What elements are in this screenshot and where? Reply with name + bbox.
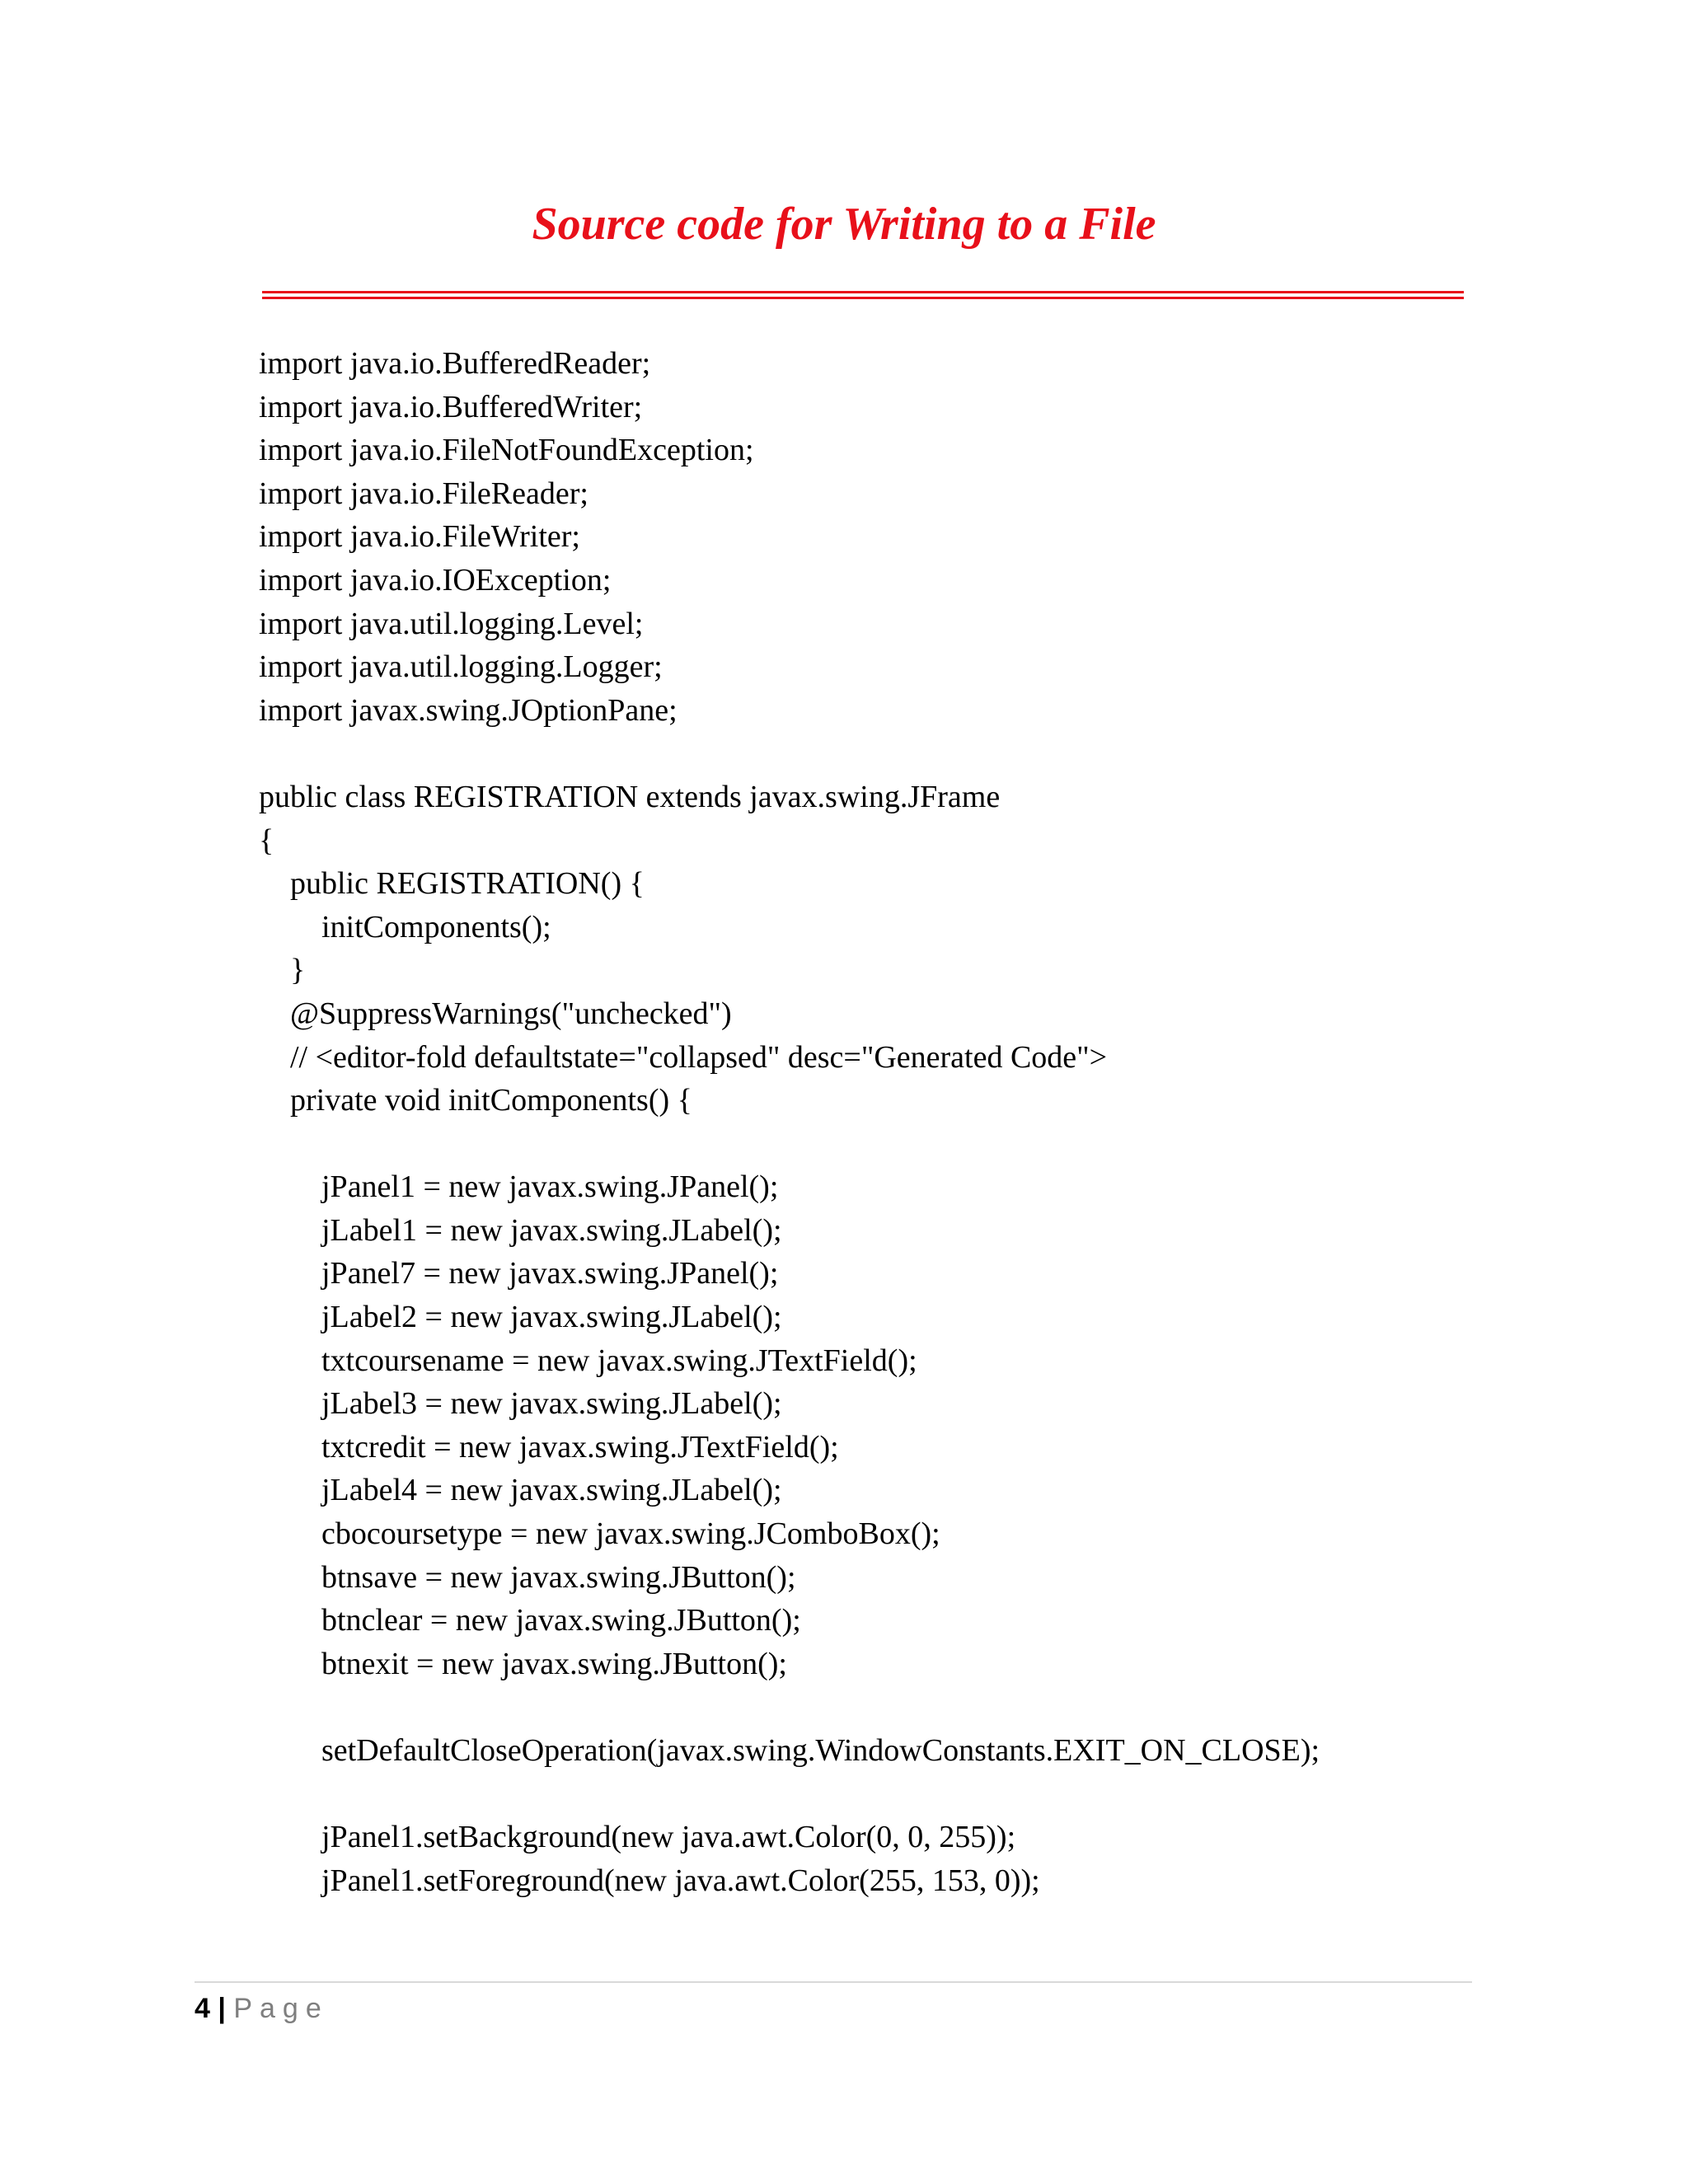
code-line: jPanel7 = new javax.swing.JPanel(); — [259, 1256, 779, 1291]
page-number: 4 — [195, 1993, 210, 2024]
code-line: txtcoursename = new javax.swing.JTextField(); — [259, 1343, 917, 1378]
title-rule-bottom-line — [262, 297, 1464, 299]
code-line: private void initComponents() { — [259, 1083, 692, 1118]
code-line — [259, 732, 1660, 776]
code-line: import javax.swing.JOptionPane; — [259, 692, 678, 728]
title-rule-top-line — [262, 291, 1464, 293]
code-line — [259, 1773, 1660, 1816]
footer-rule — [195, 1981, 1472, 1983]
code-line: import java.io.BufferedReader; — [259, 346, 651, 381]
code-line: txtcredit = new javax.swing.JTextField(); — [259, 1429, 839, 1465]
title-double-rule — [262, 291, 1464, 299]
code-line: jPanel1.setBackground(new java.awt.Color(0, 0, 255)); — [259, 1820, 1016, 1855]
code-line: public class REGISTRATION extends javax.swing.JFrame — [259, 779, 1001, 814]
code-line: import java.io.FileWriter; — [259, 519, 580, 555]
code-line: import java.io.FileNotFoundException; — [259, 433, 754, 468]
page-separator: | — [218, 1993, 226, 2024]
code-line: btnexit = new javax.swing.JButton(); — [259, 1646, 787, 1681]
code-line: public REGISTRATION() { — [259, 866, 645, 902]
code-line: import java.util.logging.Level; — [259, 606, 644, 641]
code-line — [259, 1685, 1660, 1729]
code-line: initComponents(); — [259, 909, 551, 944]
code-line: import java.util.logging.Logger; — [259, 649, 663, 685]
code-line: jLabel4 = new javax.swing.JLabel(); — [259, 1473, 782, 1508]
source-code-block — [259, 342, 1660, 1902]
code-line: import java.io.BufferedWriter; — [259, 389, 643, 424]
code-line: jLabel2 = new javax.swing.JLabel(); — [259, 1300, 782, 1335]
page-footer — [195, 1988, 329, 2029]
code-line: import java.io.FileReader; — [259, 476, 588, 511]
code-line: // <editor-fold defaultstate="collapsed" desc="Generated Code"> — [259, 1039, 1108, 1075]
code-line: { — [259, 823, 274, 858]
code-line: jPanel1.setForeground(new java.awt.Color(255, 153, 0)); — [259, 1863, 1040, 1898]
code-line: setDefaultCloseOperation(javax.swing.WindowConstants.EXIT_ON_CLOSE); — [259, 1733, 1320, 1768]
code-line — [259, 1122, 1660, 1166]
code-line: jLabel1 = new javax.swing.JLabel(); — [259, 1212, 782, 1248]
code-line: @SuppressWarnings("unchecked") — [259, 996, 732, 1031]
code-line: btnsave = new javax.swing.JButton(); — [259, 1559, 796, 1595]
code-line: } — [259, 953, 306, 988]
code-line: cbocoursetype = new javax.swing.JComboBox(); — [259, 1516, 940, 1552]
code-line: jPanel1 = new javax.swing.JPanel(); — [259, 1169, 779, 1205]
code-line: import java.io.IOException; — [259, 562, 612, 598]
code-line: btnclear = new javax.swing.JButton(); — [259, 1603, 801, 1638]
code-line: jLabel3 = new javax.swing.JLabel(); — [259, 1386, 782, 1422]
page-label: Page — [233, 1993, 329, 2024]
page-title: Source code for Writing to a File — [532, 199, 1156, 250]
